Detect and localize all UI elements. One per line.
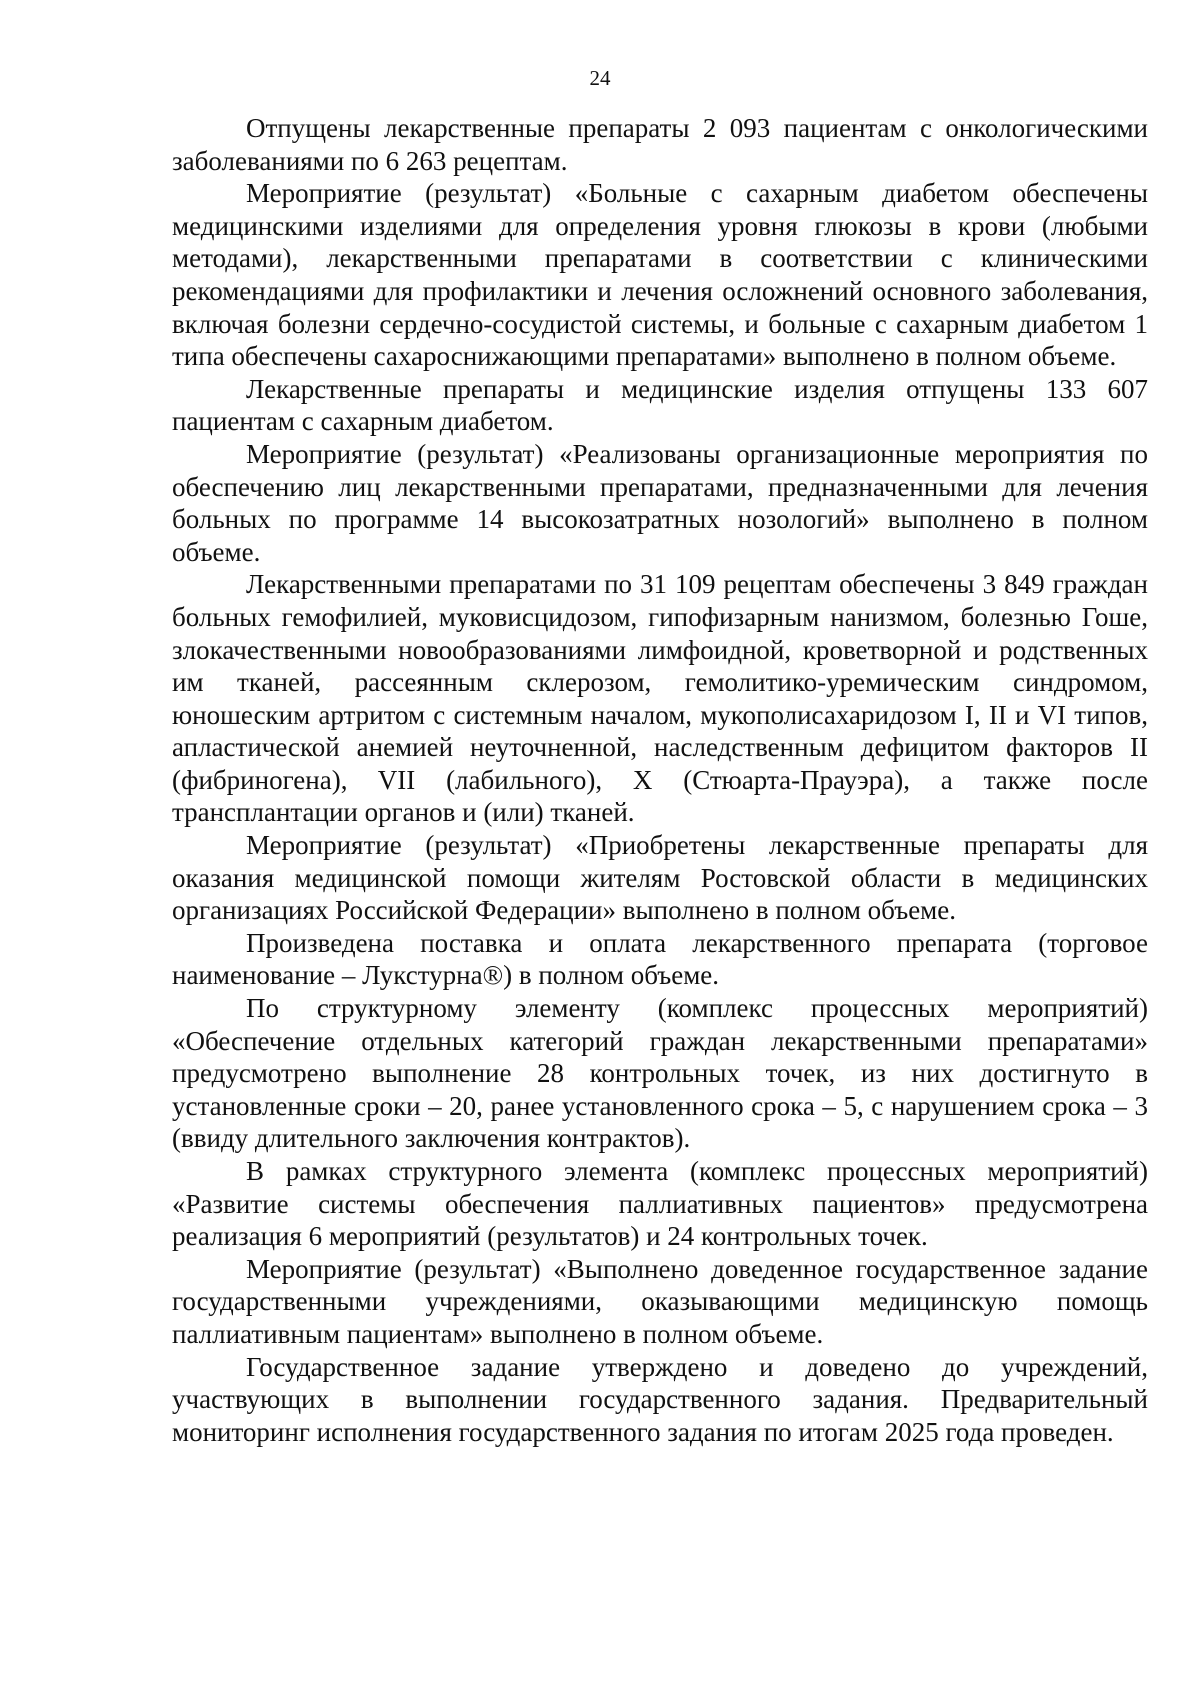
paragraph-luxturna-supply: Произведена поставка и оплата лекарственного препарата (торговое наименование – Лукстурна®) в полном объеме.	[172, 927, 1148, 991]
paragraph-palliative-measure: Мероприятие (результат) «Выполнено доведенное государственное задание государственными учреждениями, оказывающими медицинскую помощь паллиативным пациентам» выполнено в полном объеме.	[172, 1253, 1148, 1349]
paragraph-diabetes-patients: Лекарственные препараты и медицинские изделия отпущены 133 607 пациентам с сахарным диабетом.	[172, 373, 1148, 437]
paragraph-rostov-measure: Мероприятие (результат) «Приобретены лекарственные препараты для оказания медицинской помощи жителям Ростовской области в медицинских организациях Российской Федерации» выполнено в полном объеме.	[172, 830, 1148, 926]
paragraph-diabetes-measure: Мероприятие (результат) «Больные с сахарным диабетом обеспечены медицинскими изделиями для определения уровня глюкозы в крови (любыми методами), лекарственными препаратами в соответствии с клиническими рекомендациями для профилактики и лечения осложнений основного заболевания, включая болезни сердечно-сосудистой системы, и больные с сахарным диабетом 1 типа обеспечены сахароснижающими препаратами» выполнено в полном объеме.	[172, 178, 1148, 372]
paragraph-control-points: По структурному элементу (комплекс процессных мероприятий) «Обеспечение отдельных категорий граждан лекарственными препаратами» предусмотрено выполнение 28 контрольных точек, из них достигнуто в установленные сроки – 20, ранее установленного срока – 5, с нарушением срока – 3 (ввиду длительного заключения контрактов).	[172, 993, 1148, 1154]
paragraph-nosologies-measure: Мероприятие (результат) «Реализованы организационные мероприятия по обеспечению лиц лекарственными препаратами, предназначенными для лечения больных по программе 14 высокозатратных нозологий» выполнено в полном объеме.	[172, 438, 1148, 567]
page-number: 24	[589, 66, 611, 90]
paragraph-state-assignment: Государственное задание утверждено и доведено до учреждений, участвующих в выполнении государственного задания. Предварительный мониторинг исполнения государственного задания по итогам 2025 года проведен.	[172, 1351, 1148, 1447]
body-text	[172, 112, 1148, 1448]
paragraph-palliative-element: В рамках структурного элемента (комплекс процессных мероприятий) «Развитие системы обеспечения паллиативных пациентов» предусмотрена реализация 6 мероприятий (результатов) и 24 контрольных точек.	[172, 1156, 1148, 1252]
paragraph-nosologies-patients: Лекарственными препаратами по 31 109 рецептам обеспечены 3 849 граждан больных гемофилией, муковисцидозом, гипофизарным нанизмом, болезнью Гоше, злокачественными новообразованиями лимфоидной, кроветворной и родственных им тканей, рассеянным склерозом, гемолитико-уремическим синдромом, юношеским артритом с системным началом, мукополисахаридозом I, II и VI типов, апластической анемией неуточненной, наследственным дефицитом факторов II (фибриногена), VII (лабильного), X (Стюарта-Прауэра), а также после трансплантации органов и (или) тканей.	[172, 569, 1148, 828]
paragraph-oncology-drugs: Отпущены лекарственные препараты 2 093 пациентам с онкологическими заболеваниями по 6 263 рецептам.	[172, 113, 1148, 176]
